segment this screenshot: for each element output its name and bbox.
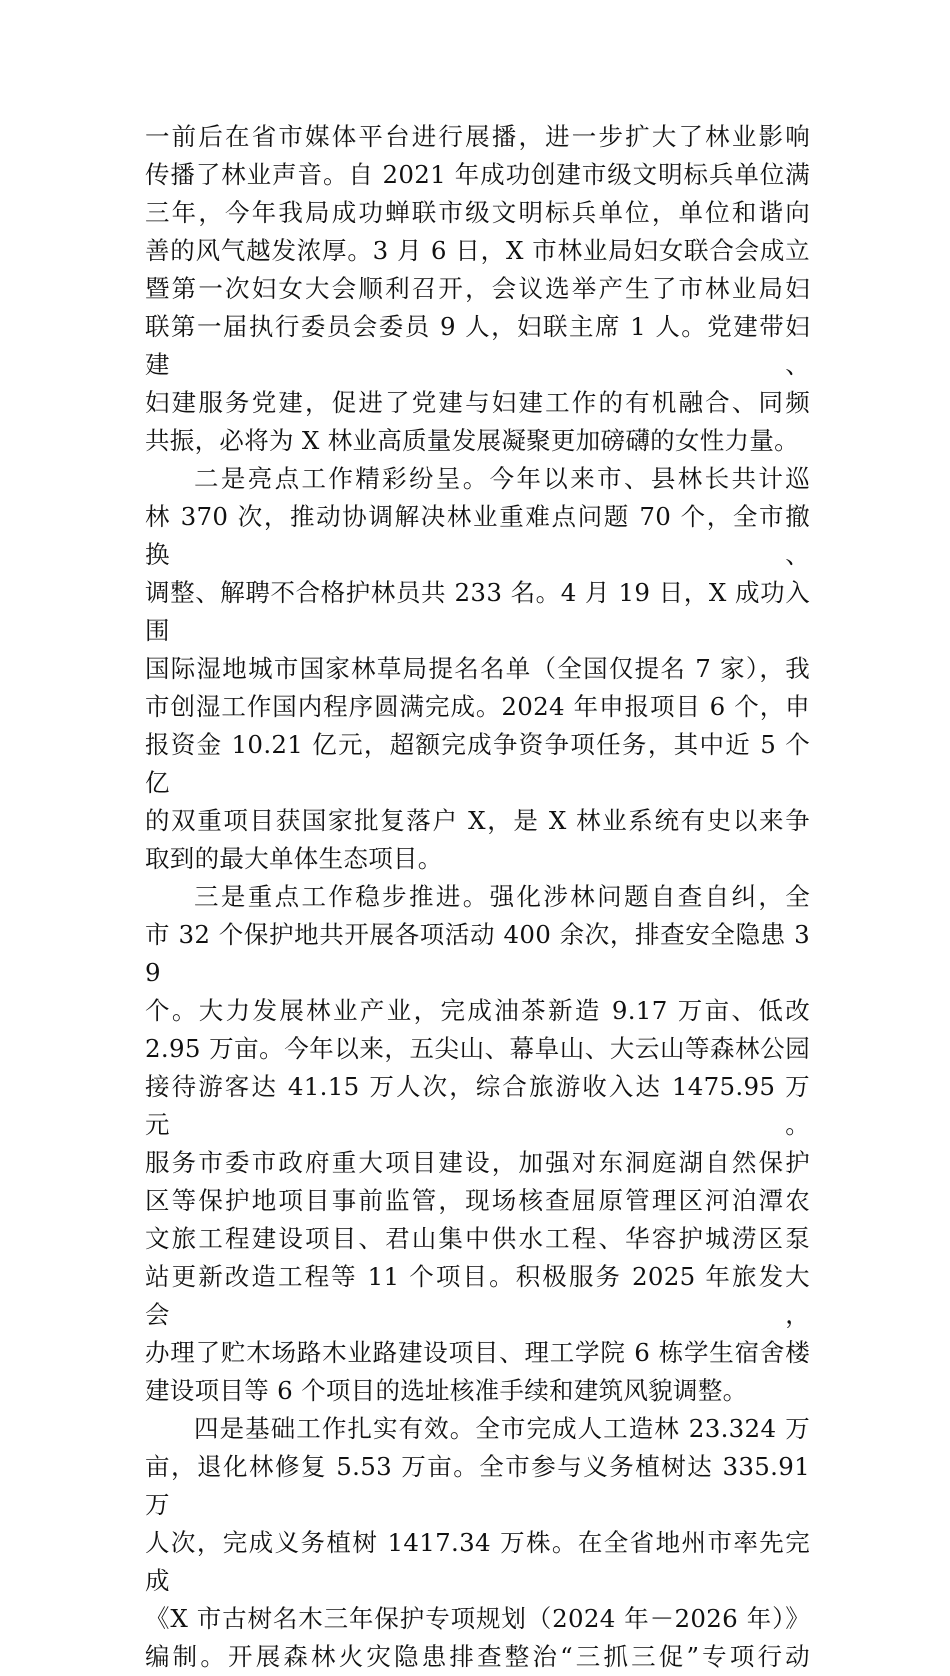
text-line: 接待游客达 41.15 万人次，综合旅游收入达 1475.95 万元。 (145, 1072, 810, 1139)
text-line: 二是亮点工作精彩纷呈。今年以来市、县林长共计巡 (194, 464, 810, 493)
text-line: 妇建服务党建，促进了党建与妇建工作的有机融合、同频 (145, 388, 810, 417)
text-line: 文旅工程建设项目、君山集中供水工程、华容护城涝区泵 (145, 1224, 810, 1253)
text-line: 取到的最大单体生态项目。 (145, 844, 443, 873)
text-line: 共振，必将为 X 林业高质量发展凝聚更加磅礴的女性力量。 (145, 426, 799, 455)
text-line: 《X 市古树名木三年保护专项规划（2024 年－2026 年）》 (145, 1604, 810, 1633)
text-line: 市 32 个保护地共开展各项活动 400 余次，排查安全隐患 39 (145, 920, 810, 987)
text-line: 建设项目等 6 个项目的选址核准手续和建筑风貌调整。 (145, 1376, 748, 1405)
text-line: 的双重项目获国家批复落户 X，是 X 林业系统有史以来争 (145, 806, 810, 835)
text-line: 传播了林业声音。自 2021 年成功创建市级文明标兵单位满 (145, 160, 810, 189)
text-line: 服务市委市政府重大项目建设，加强对东洞庭湖自然保护 (145, 1148, 810, 1177)
text-line: 市创湿工作国内程序圆满完成。2024 年申报项目 6 个，申 (145, 692, 810, 721)
text-line: 报资金 10.21 亿元，超额完成争资争项任务，其中近 5 个亿 (145, 730, 810, 797)
text-line: 联第一届执行委员会委员 9 人，妇联主席 1 人。党建带妇建、 (145, 312, 810, 379)
text-line: 调整、解聘不合格护林员共 233 名。4 月 19 日，X 成功入围 (145, 578, 810, 645)
text-line: 区等保护地项目事前监管，现场核查屈原管理区河泊潭农 (145, 1186, 810, 1215)
text-line: 2.95 万亩。今年以来，五尖山、幕阜山、大云山等森林公园 (145, 1034, 810, 1063)
text-line: 编制。开展森林火灾隐患排查整治“三抓三促”专项行动 (145, 1642, 810, 1671)
text-line: 人次，完成义务植树 1417.34 万株。在全省地州市率先完成 (145, 1528, 810, 1595)
text-line: 国际湿地城市国家林草局提名名单（全国仅提名 7 家），我 (145, 654, 810, 683)
text-line: 四是基础工作扎实有效。全市完成人工造林 23.324 万 (194, 1414, 810, 1443)
text-line: 林 370 次，推动协调解决林业重难点问题 70 个，全市撤换、 (145, 502, 810, 569)
text-line: 个。大力发展林业产业，完成油茶新造 9.17 万亩、低改 (145, 996, 810, 1025)
text-line: 站更新改造工程等 11 个项目。积极服务 2025 年旅发大会， (145, 1262, 810, 1329)
text-line: 善的风气越发浓厚。3 月 6 日，X 市林业局妇女联合会成立 (145, 236, 810, 265)
text-line: 三是重点工作稳步推进。强化涉林问题自查自纠，全 (194, 882, 810, 911)
text-line: 亩，退化林修复 5.53 万亩。全市参与义务植树达 335.91 万 (145, 1452, 810, 1519)
text-line: 办理了贮木场路木业路建设项目、理工学院 6 栋学生宿舍楼 (145, 1338, 810, 1367)
text-line: 一前后在省市媒体平台进行展播，进一步扩大了林业影响 (145, 122, 810, 151)
text-line: 暨第一次妇女大会顺利召开，会议选举产生了市林业局妇 (145, 274, 810, 303)
text-line: 三年，今年我局成功蝉联市级文明标兵单位，单位和谐向 (145, 198, 810, 227)
document-body (145, 118, 810, 1676)
